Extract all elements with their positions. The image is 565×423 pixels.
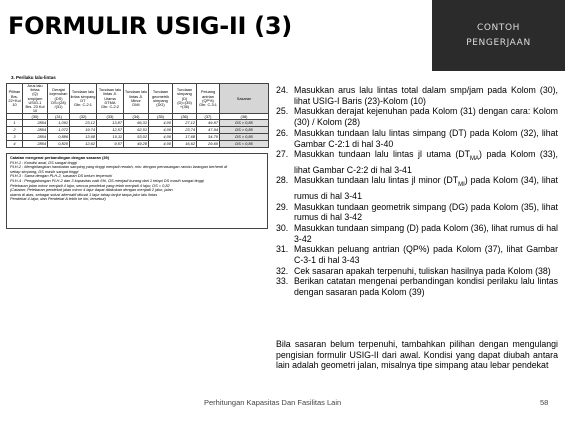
- form-column-number: (33): [97, 114, 124, 120]
- form-header-cell: Tundaan lalu lintas Jl. Utama DTMA Gbr. C-2:2: [97, 84, 124, 114]
- instruction-step: [276, 128, 558, 149]
- form-note-line: setiap simpang, DS masih sangat tinggi: [10, 168, 79, 174]
- form-section-heading: 3. Perilaku lalu-lintas: [11, 75, 56, 80]
- step-text: Masukkan tundaan geometrik simpang (DG) pada Kolom (35), lihat rumus di hal 3-42: [294, 201, 558, 223]
- step-number: 27.: [276, 149, 289, 160]
- form-data-cell: 17,68: [173, 134, 197, 141]
- form-table: [6, 83, 269, 148]
- form-data-cell: DS > 0,85: [220, 127, 269, 134]
- form-data-cell: 62,51: [124, 127, 149, 134]
- step-text: Masukkan tundaan lalu lintas jl minor (DT: [294, 175, 459, 186]
- form-data-cell: 9,57: [97, 141, 124, 148]
- step-subscript: MA: [470, 155, 480, 162]
- form-data-cell: 13,68: [70, 134, 97, 141]
- form-data-cell: 29-60: [197, 141, 220, 148]
- instruction-step: [276, 149, 558, 175]
- step-text: Berikan catatan mengenai perbandingan kondisi perilaku lalu lintas dengan sasaran pada Kolom (39): [294, 276, 558, 298]
- form-data-cell: 2854: [23, 120, 48, 127]
- step-text: Masukkan peluang antrian (QP%) pada Kolom (37), lihat Gambar C-3-1 di hal 3-43: [294, 244, 558, 266]
- step-text: Masukkan tundaan lalu lintas jl utama (DT: [294, 149, 471, 160]
- form-note-line: utama di atas, sebagai solusi alternatif dibuat 1 lajur tahap lanjut tanpa jalur lalu lintas: [10, 191, 158, 197]
- form-data-cell: 3: [7, 134, 23, 141]
- form-header-cell: Peluang antrian (QP%) Gbr. C-3:1: [197, 84, 220, 114]
- form-data-cell: 2854: [23, 141, 48, 148]
- step-text: Masukkan derajat kejenuhan pada Kolom (31) dengan cara: Kolom (30) / Kolom (28): [294, 106, 558, 128]
- form-data-cell: DS < 0,85: [220, 141, 269, 148]
- form-data-cell: 1,072: [48, 127, 70, 134]
- form-note-line: PLH-4 : Penggabungan PLH-2 dan 3 kapasitas naik 6%, DS menjadi kurang dari 1 tetapi DS masih sangat tinggi: [10, 177, 204, 183]
- form-header-cell: Arus lalu lintas (Q) smp/jam USIG-1 Brs. 23 Kol 10: [23, 84, 48, 114]
- form-header-cell: Tundaan lalu lintas Jl. Minor DMI: [124, 84, 149, 114]
- form-table-row: [7, 141, 269, 148]
- form-data-cell: 49-97: [197, 120, 220, 127]
- form-data-cell: 13,87: [97, 120, 124, 127]
- form-data-cell: 2: [7, 127, 23, 134]
- form-note-line: PLH-1 : Kondisi awal, DS sangat tinggi: [10, 159, 77, 165]
- instruction-step: [276, 266, 558, 277]
- instruction-step: [276, 223, 558, 244]
- form-note-line: PLH-3 : Sama dengan PLH-2, sasaran DS belum terpenuhi: [10, 173, 113, 179]
- form-column-number: (38): [220, 114, 269, 120]
- form-column-number: (36): [173, 114, 197, 120]
- form-data-cell: 0,886: [48, 134, 70, 141]
- form-data-cell: 12,57: [97, 127, 124, 134]
- form-header-cell: Pilihan Brs. 22+Kol 10: [7, 84, 23, 114]
- step-subscript: MI: [458, 182, 465, 189]
- step-text: Masukkan tundaan simpang (D) pada Kolom (36), lihat rumus di hal 3-42: [294, 222, 558, 244]
- form-data-cell: DS > 0,85: [220, 120, 269, 127]
- step-text: ) pada Kolom (33), lihat Gambar C-2:2 di hal 3-41: [294, 149, 558, 175]
- step-number: 28.: [276, 175, 289, 186]
- form-note-line: PLH-2 : Menghilangkan hambatan samping yang tinggi menjadi rendah, mis: dengan pemasangan rambu larangan berhenti di: [10, 164, 228, 170]
- form-header-cell: Tundaan lalu lintas simpang DT Gbr. C-2:1: [70, 84, 97, 114]
- instruction-step: [276, 202, 558, 223]
- step-number: 29.: [276, 201, 289, 212]
- form-note-line: Pendekat 4-lajur, dan Pendekat A lebih ke kiri, tersebut): [10, 196, 106, 202]
- step-text: ) pada Kolom (34), lihat rumus di hal 3-41: [294, 175, 558, 201]
- instruction-step: [276, 244, 558, 265]
- form-data-cell: 10,11: [97, 134, 124, 141]
- form-note-line: Catatan mengenai perbandingan dengan sasaran (39): [10, 155, 110, 160]
- step-number: 31.: [276, 244, 289, 255]
- form-data-cell: 12,62: [70, 141, 97, 148]
- form-column-number: (31): [48, 114, 70, 120]
- form-data-cell: 27,12: [173, 120, 197, 127]
- step-number: 24.: [276, 85, 289, 95]
- step-text: Masukkan arus lalu lintas total dalam smp/jam pada Kolom (30), lihat USIG-I Baris (23)-Kolom (10): [294, 85, 558, 106]
- form-data-cell: 53,02: [124, 134, 149, 141]
- example-label-line2: PENGERJAAN: [466, 37, 531, 48]
- instruction-step: [276, 175, 558, 201]
- step-number: 30.: [276, 222, 289, 233]
- form-header-cell: Tundaan geometrik simpang (DG): [149, 84, 173, 114]
- footer-text: Perhitungan Kapasitas Dan Fasilitas Lain: [204, 398, 342, 407]
- form-data-cell: 49,28: [124, 141, 149, 148]
- form-data-cell: 1,091: [48, 120, 70, 127]
- form-column-number: (35): [149, 114, 173, 120]
- form-data-cell: 4,00: [149, 141, 173, 148]
- form-table-row: [7, 120, 269, 127]
- form-column-number: (32): [70, 114, 97, 120]
- form-data-cell: 34-70: [197, 134, 220, 141]
- form-table-row: [7, 127, 269, 134]
- form-data-cell: 19,74: [70, 127, 97, 134]
- step-text: Masukkan tundaan lalu lintas simpang (DT) pada Kolom (32), lihat Gambar C-2:1 di hal 3-40: [294, 127, 558, 149]
- form-column-number: (34): [124, 114, 149, 120]
- closing-paragraph: Bila sasaran belum terpenuhi, tambahkan pilihan dengan mengulangi pengisian formulir USIG-II dari awal. Kondisi yang dapat diubah antara lain adalah geometri jalan, misalnya tipe simpang atau lebar pendekat: [276, 339, 558, 371]
- form-data-cell: 4,00: [149, 127, 173, 134]
- page-number: 58: [540, 398, 549, 407]
- form-notes: [6, 153, 268, 229]
- step-number: 25.: [276, 106, 289, 117]
- example-label-line1: CONTOH: [476, 22, 521, 33]
- form-data-cell: 2854: [23, 134, 48, 141]
- instruction-step: [276, 85, 558, 106]
- form-header-cell: Sasaran: [220, 84, 269, 114]
- form-header-cell: Tundaan simpang (D) (D)=(35) +(36): [173, 84, 197, 114]
- example-label-box: [432, 0, 565, 71]
- form-data-cell: 47-94: [197, 127, 220, 134]
- instruction-step: [276, 106, 558, 127]
- form-data-cell: DS > 0,85: [220, 134, 269, 141]
- instruction-step: [276, 276, 558, 297]
- form-data-cell: 66,31: [124, 120, 149, 127]
- form-data-cell: 16,62: [173, 141, 197, 148]
- form-header-cell: Derajat kejenuhan (DS) DS=(28) /(31): [48, 84, 70, 114]
- form-column-number: (30): [23, 114, 48, 120]
- step-number: 26.: [276, 127, 289, 138]
- form-data-cell: 4,00: [149, 120, 173, 127]
- step-text: Cek sasaran apakah terpenuhi, tuliskan hasilnya pada Kolom (38): [294, 265, 551, 276]
- form-data-cell: 4,00: [149, 134, 173, 141]
- step-number: 32.: [276, 265, 289, 276]
- form-data-cell: 4: [7, 141, 23, 148]
- step-number: 33.: [276, 276, 289, 287]
- form-snapshot: [3, 73, 270, 230]
- form-table-row: [7, 134, 269, 141]
- form-data-cell: 0,820: [48, 141, 70, 148]
- form-data-cell: 2854: [23, 127, 48, 134]
- form-column-number: (37): [197, 114, 220, 120]
- form-note-line: (Catatan: Pelebaran pendekat jalan minor 4 lajur dapat dilakukan dengan menjadi 2 jalur, jalan: [10, 187, 173, 193]
- instruction-list: [276, 85, 558, 298]
- form-data-cell: 23,12: [70, 120, 97, 127]
- form-data-cell: 1: [7, 120, 23, 127]
- form-note-line: Pelebaran jalan minor menjadi 4 lajur, semua pendekat yang telah menjadi 4 lajur, DS = 0,82: [10, 182, 170, 188]
- page-title: FORMULIR USIG-II (3): [8, 12, 292, 40]
- form-data-cell: 23,74: [173, 127, 197, 134]
